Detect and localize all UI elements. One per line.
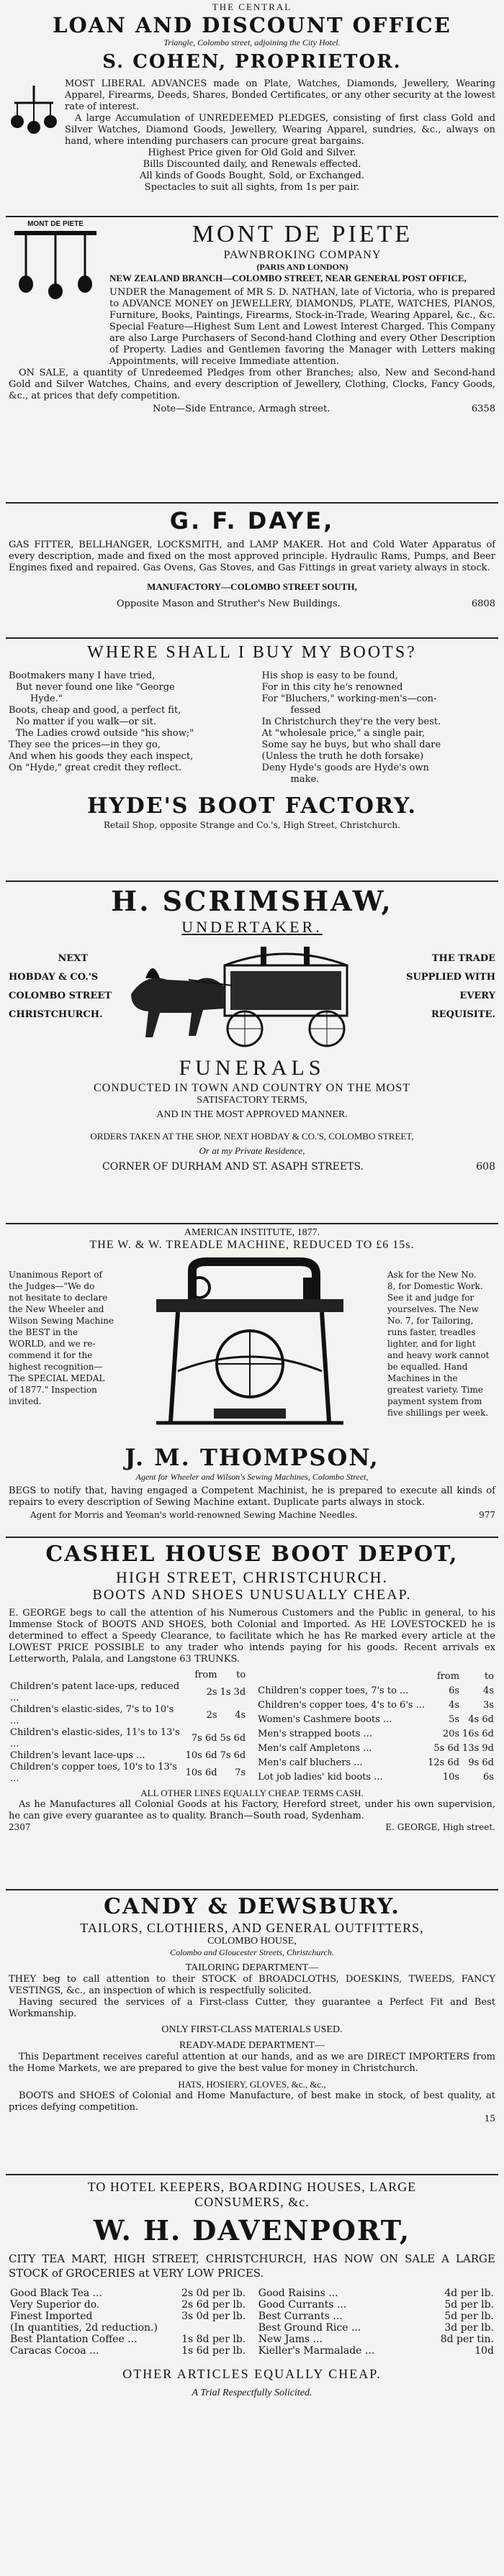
poem-line: For "Bluchers," working-men's—con-: [261, 693, 437, 704]
to-cell: 7s: [235, 1767, 246, 1778]
cashel-para: E. GEORGE begs to call the attention of his Numerous Customers and the Public in general, to his Immense Stock of BOOTS AND SHOES, both Colonial and Imported. As HE LOVESTOCKED he is determined to effect a Speedy Clearance, to facilitate which he has Re marked every article at the LOWEST PRICE POSSIBLE to any trader who intends paying for his goods. Recent arrivals ex Letterworth, Palala, and Langstone 63 TRUNKS.: [9, 1608, 495, 1665]
poem-line: Hyde.": [30, 693, 63, 704]
daye-opposite: Opposite Mason and Struther's New Buildings.: [117, 599, 341, 609]
loan-office-ad: [9, 1, 495, 214]
hearse-illustration-icon: [117, 944, 390, 1052]
table-row: [9, 2334, 247, 2345]
thompson-right-line: and heavy work cannot: [387, 1350, 490, 1360]
thompson-right-line: See it and judge for: [387, 1293, 474, 1303]
item-cell: Kieller's Marmalade ...: [258, 2345, 375, 2357]
davenport-price-table-left: [9, 2288, 247, 2357]
item-cell: Good Black Tea ...: [10, 2288, 103, 2299]
cashel-price-table-right: [256, 1670, 495, 1785]
candy-hats-line: HATS, HOSIERY, GLOVES, &c., &c.,: [178, 2079, 326, 2090]
item-cell: Men's strapped boots ...: [258, 1729, 372, 1739]
poem-line: And when his goods they each inspect,: [9, 751, 194, 762]
poem-line: For in this city he's renowned: [261, 682, 403, 693]
mont-branch: NEW ZEALAND BRANCH—COLOMBO STREET, NEAR GENERAL POST OFFICE,: [109, 273, 467, 283]
loan-proprietor: S. COHEN, PROPRIETOR.: [102, 51, 402, 73]
item-cell: Men's calf bluchers ...: [258, 1757, 363, 1768]
poem-line: make.: [290, 774, 320, 785]
loan-heading-small: THE CENTRAL: [212, 1, 292, 12]
hyde-poem-right: [262, 670, 495, 786]
table-row: [9, 2299, 247, 2311]
cashel-tagline: BOOTS AND SHOES UNUSUALLY CHEAP.: [92, 1587, 412, 1603]
poem-line: At "wholesale price," a single pair,: [261, 728, 426, 739]
loan-heading-main: LOAN AND DISCOUNT OFFICE: [53, 13, 451, 37]
price-cell: 1s 8d per lb.: [181, 2334, 246, 2345]
thompson-left-line: of 1877." Inspection: [9, 1385, 97, 1395]
loan-line-bills: Bills Discounted daily, and Renewals effected.: [143, 159, 361, 170]
from-cell: 10s 6d: [185, 1750, 217, 1761]
thompson-left-line: highest recognition—: [9, 1362, 103, 1372]
candy-only-line: ONLY FIRST-CLASS MATERIALS USED.: [161, 2024, 343, 2035]
scrimshaw-satisfactory: SATISFACTORY TERMS,: [197, 1095, 307, 1106]
poem-line: But never found one like "George: [16, 682, 175, 693]
from-cell: 4s: [449, 1700, 460, 1711]
item-cell: Best Ground Rice ...: [258, 2322, 361, 2334]
cashel-ref: 2307: [9, 1822, 31, 1832]
to-cell: 3s: [483, 1700, 494, 1711]
hyde-poem-left: [9, 670, 242, 786]
to-cell: 6s: [483, 1772, 494, 1783]
scrimshaw-title: H. SCRIMSHAW,: [111, 885, 393, 917]
thompson-right-line: Ask for the New No.: [387, 1270, 477, 1280]
cashel-ad: [9, 1541, 495, 1886]
thompson-para: BEGS to notify that, having engaged a Competent Machinist, he is prepared to execute all kinds of repairs to every description of Sewing Machine extant. Duplicate parts always in stock.: [9, 1485, 495, 1508]
scrimshaw-funerals: FUNERALS: [179, 1056, 325, 1080]
scrimshaw-left-line: COLOMBO STREET: [9, 991, 112, 1001]
price-cell: 1s 6d per lb.: [181, 2345, 246, 2357]
thompson-right-line: be equalled. Hand: [387, 1362, 468, 1372]
table-row: [9, 2288, 247, 2299]
thompson-right-line: No. 7, for Tailoring,: [387, 1316, 474, 1326]
price-cell: 5d per lb.: [444, 2311, 494, 2322]
candy-tailoring-para: THEY beg to call attention to their STOCK of BROADCLOTHS, DOESKINS, TWEEDS, FANCY VESTINGS, &c., an inspection of which is respectfully solicited.: [9, 1974, 495, 1996]
table-row: [257, 2299, 495, 2311]
divider: [6, 1537, 498, 1538]
table-row: [257, 2334, 495, 2345]
poem-line: (Unless the truth he doth forsake): [261, 751, 424, 762]
davenport-heading-2: CONSUMERS, &c.: [194, 2195, 310, 2209]
item-cell: Good Raisins ...: [258, 2288, 338, 2299]
from-cell: 10s 6d: [185, 1767, 217, 1778]
thompson-title: J. M. THOMPSON,: [125, 1444, 379, 1471]
poem-line: On "Hyde," great credit they reflect.: [9, 763, 182, 773]
pawnbroker-balls-icon: [9, 81, 59, 139]
poem-line: No matter if you walk—or sit.: [16, 716, 156, 727]
item-cell: Best Plantation Coffee ...: [10, 2334, 138, 2345]
from-cell: 5s 6d: [433, 1743, 460, 1754]
scrimshaw-ref: 608: [476, 1161, 495, 1173]
mont-note: Note—Side Entrance, Armagh street.: [153, 404, 330, 414]
scrimshaw-left-line: NEXT: [58, 953, 88, 964]
from-cell: 10s: [442, 1772, 460, 1783]
loan-line-goods: All kinds of Goods Bought, Sold, or Exchanged.: [140, 170, 364, 181]
price-cell: 3s 0d per lb.: [181, 2311, 246, 2322]
thompson-right-line: 8, for Domestic Work.: [387, 1281, 483, 1291]
thompson-ad: [9, 1227, 495, 1537]
table-row: [256, 1727, 495, 1742]
thompson-footer: Agent for Morris and Yeoman's world-renowned Sewing Machine Needles.: [30, 1510, 358, 1520]
mont-ref: 6358: [471, 404, 495, 414]
thompson-left-line: Wilson Sewing Machine: [9, 1316, 114, 1326]
cashel-price-table-left: [9, 1670, 247, 1785]
divider: [6, 1223, 498, 1224]
scrimshaw-right-line: EVERY: [459, 991, 495, 1001]
hyde-title: HYDE'S BOOT FACTORY.: [86, 793, 418, 819]
to-cell: 13s 9d: [462, 1743, 494, 1754]
item-cell: Children's elastic-sides, 11's to 13's ...: [10, 1727, 180, 1749]
from-cell: 7s 6d: [191, 1733, 217, 1744]
divider: [6, 880, 498, 882]
item-cell: Very Superior do.: [10, 2299, 100, 2311]
cashel-all-other: ALL OTHER LINES EQUALLY CHEAP. TERMS CASH.: [140, 1788, 364, 1798]
price-cell: 10d: [474, 2345, 494, 2357]
davenport-title: W. H. DAVENPORT,: [93, 2214, 411, 2247]
davenport-intro: CITY TEA MART, HIGH STREET, CHRISTCHURCH, HAS NOW ON SALE A LARGE STOCK of GROCERIES at VERY LOW PRICES.: [9, 2252, 495, 2280]
from-cell: 5s: [449, 1714, 460, 1725]
scrimshaw-orders: ORDERS TAKEN AT THE SHOP, NEXT HOBDAY & CO.'S, COLOMBO STREET,: [90, 1131, 414, 1142]
column-header: to: [484, 1671, 494, 1682]
table-row: [256, 1756, 495, 1770]
thompson-headline: THE W. & W. TREADLE MACHINE, REDUCED TO £6 15s.: [89, 1239, 415, 1251]
price-cell: 3d per lb.: [444, 2322, 494, 2334]
item-cell: Children's levant lace-ups ...: [10, 1750, 145, 1761]
table-row: [9, 1750, 247, 1762]
loan-line-spectacles: Spectacles to suit all sights, from 1s per pair.: [144, 182, 360, 193]
candy-corner: Colombo and Gloucester Streets, Christchurch.: [170, 1947, 334, 1957]
price-cell: 2s 0d per lb.: [181, 2288, 246, 2299]
table-row: [257, 2311, 495, 2322]
from-cell: 12s 6d: [428, 1757, 460, 1768]
table-row: [257, 2288, 495, 2299]
loan-para-2: A large Accumulation of UNREDEEMED PLEDGES, consisting of first class Gold and Silver Watches, Diamond Goods, Jewellery, Wearing Apparel, sundries, &c., always on hand, where intending purchasers can procure great bargains.: [65, 113, 495, 147]
to-cell: 1s 3d: [220, 1687, 246, 1698]
poem-line: Bootmakers many I have tried,: [9, 670, 156, 681]
hyde-heading: WHERE SHALL I BUY MY BOOTS?: [87, 643, 417, 662]
cashel-signature: E. GEORGE, High street.: [385, 1822, 495, 1832]
pawnbroker-balls-icon: [9, 228, 102, 300]
price-cell: 4d per lb.: [444, 2288, 494, 2299]
item-cell: New Jams ...: [258, 2334, 323, 2345]
thompson-left-line: the New Wheeler and: [9, 1304, 104, 1314]
hyde-ad: [9, 642, 495, 879]
mont-para-1: UNDER the Management of MR S. D. NATHAN, late of Victoria, who is prepared to ADVANCE MONEY on JEWELLERY, DIAMONDS, PLATE, WATCHES, PIANOS, Furniture, Books, Paintings, Firearms, Stock-in-Trade, Wearing Apparel, &c., &c. Special Feature—Highest Sum Lent and Lowest Interest Charged. This Company are also Large Purchasers of Second-hand Clothing and every Other Description of Property. Ladies and Gentlemen favoring the Manager with Letters making Appointments, will receive Immediate attention.: [109, 287, 495, 367]
table-row: [9, 1681, 247, 1704]
from-cell: 2s: [206, 1710, 217, 1721]
mont-subtitle-2: (PARIS AND LONDON): [256, 262, 348, 272]
from-cell: 6s: [449, 1685, 460, 1696]
divider: [6, 2174, 498, 2175]
davenport-other: OTHER ARTICLES EQUALLY CHEAP.: [122, 2367, 382, 2381]
poem-line: fessed: [290, 705, 321, 716]
thompson-left-line: commend it for the: [9, 1350, 93, 1360]
table-row: [256, 1742, 495, 1756]
scrimshaw-corner: CORNER OF DURHAM AND ST. ASAPH STREETS.: [102, 1161, 364, 1173]
table-row: [9, 2322, 247, 2334]
scrimshaw-right-line: SUPPLIED WITH: [406, 972, 495, 983]
column-header: from: [436, 1671, 460, 1682]
thompson-left-line: invited.: [9, 1396, 42, 1406]
item-cell: (In quantities, 2d reduction.): [10, 2322, 158, 2334]
table-row: [9, 1704, 247, 1727]
thompson-left-line: WORLD, and we re-: [9, 1339, 96, 1349]
item-cell: Children's copper toes, 10's to 13's ...: [10, 1762, 177, 1784]
table-row: [256, 1684, 495, 1698]
thompson-left-line: Unanimous Report of: [9, 1270, 102, 1280]
to-cell: 4s: [483, 1685, 494, 1696]
item-cell: Good Currants ...: [258, 2299, 347, 2311]
daye-manufactory: MANUFACTORY—COLOMBO STREET SOUTH,: [147, 581, 357, 592]
sewing-machine-illustration-icon: [127, 1256, 372, 1443]
mont-subtitle: PAWNBROKING COMPANY: [223, 249, 382, 261]
candy-ref: 15: [484, 2113, 495, 2124]
hyde-address: Retail Shop, opposite Strange and Co.'s, High Street, Christchurch.: [104, 820, 400, 830]
thompson-right-line: payment system from: [387, 1396, 482, 1406]
item-cell: Children's copper toes, 4's to 6's ...: [258, 1700, 426, 1711]
from-cell: 20s: [442, 1729, 460, 1739]
table-row: [256, 1770, 495, 1785]
scrimshaw-approved: AND IN THE MOST APPROVED MANNER.: [156, 1109, 348, 1120]
item-cell: Men's calf Ampletons ...: [258, 1743, 372, 1754]
poem-line: In Christchurch they're the very best.: [261, 716, 441, 727]
poem-line: Boots, cheap and good, a perfect fit,: [9, 705, 181, 716]
thompson-left-line: the Judges—"We do: [9, 1281, 95, 1291]
table-row: [256, 1713, 495, 1727]
mont-small-label: MONT DE PIETE: [27, 220, 84, 228]
poem-line: They see the prices—in they go,: [9, 739, 161, 750]
cashel-title: CASHEL HOUSE BOOT DEPOT,: [45, 1542, 459, 1567]
thompson-agent: Agent for Wheeler and Wilson's Sewing Machines, Colombo Street,: [135, 1472, 369, 1482]
item-cell: Finest Imported: [10, 2311, 93, 2322]
scrimshaw-left-line: CHRISTCHURCH.: [9, 1009, 103, 1020]
price-cell: 2s 6d per lb.: [181, 2299, 246, 2311]
item-cell: Best Currants ...: [258, 2311, 343, 2322]
to-cell: 9s 6d: [468, 1757, 494, 1768]
item-cell: Children's patent lace-ups, reduced ...: [10, 1681, 180, 1703]
column-header: to: [236, 1670, 246, 1680]
thompson-right-line: runs faster, treadles: [387, 1327, 476, 1337]
scrimshaw-left-line: HOBDAY & CO.'S: [9, 972, 99, 983]
daye-title: G. F. DAYE,: [169, 507, 335, 534]
scrimshaw-subtitle: UNDERTAKER.: [181, 918, 323, 936]
thompson-right-line: five shillings per week.: [387, 1408, 489, 1418]
poem-line: Deny Hyde's goods are Hyde's own: [261, 763, 429, 773]
to-cell: 5s 6d: [220, 1733, 246, 1744]
item-cell: Caracas Cocoa ...: [10, 2345, 99, 2357]
divider: [6, 637, 498, 639]
candy-tailoring-heading: TAILORING DEPARTMENT—: [185, 1962, 319, 1973]
loan-address: Triangle, Colombo street, adjoining the City Hotel.: [163, 37, 341, 47]
table-row: [9, 1762, 247, 1785]
scrimshaw-conducted: CONDUCTED IN TOWN AND COUNTRY ON THE MOST: [94, 1082, 410, 1094]
davenport-price-table-right: [257, 2288, 495, 2357]
thompson-left-line: The SPECIAL MEDAL: [9, 1373, 105, 1383]
item-cell: Children's elastic-sides, 7's to 10's ...: [10, 1704, 174, 1726]
price-cell: [174, 2322, 247, 2334]
poem-line: His shop is easy to be found,: [261, 670, 398, 681]
scrimshaw-right-line: REQUISITE.: [431, 1009, 495, 1020]
to-cell: 4s 6d: [468, 1714, 494, 1725]
table-row: [9, 2345, 247, 2357]
mont-title: MONT DE PIETE: [192, 221, 413, 247]
loan-para-1: MOST LIBERAL ADVANCES made on Plate, Watches, Diamonds, Jewellery, Wearing Apparel, Firearms, Deeds, Shares, Bonded Certificates, or any other security at the lowest rate of interest.: [65, 78, 495, 112]
to-cell: 4s: [235, 1710, 246, 1721]
thompson-left-line: not hesitate to declare: [9, 1293, 108, 1303]
scrimshaw-right-line: THE TRADE: [431, 953, 495, 964]
mont-de-piete-ad: [9, 220, 495, 501]
thompson-right-line: lighter, and for light: [387, 1339, 476, 1349]
candy-house: COLOMBO HOUSE,: [207, 1936, 297, 1947]
table-row: [9, 2311, 247, 2322]
cashel-street: HIGH STREET, CHRISTCHURCH.: [116, 1568, 388, 1586]
to-cell: 16s 6d: [462, 1729, 494, 1739]
daye-ref: 6808: [471, 599, 495, 609]
thompson-right-line: yourselves. The New: [387, 1304, 479, 1314]
thompson-ref: 977: [479, 1510, 495, 1520]
davenport-trial: A Trial Respectfully Solicited.: [192, 2388, 312, 2398]
item-cell: Women's Cashmere boots ...: [258, 1714, 392, 1725]
thompson-right-line: Machines in the: [387, 1373, 458, 1383]
from-cell: 2s: [206, 1687, 217, 1698]
scrimshaw-private: Or at my Private Residence,: [199, 1145, 305, 1156]
loan-line-gold: Highest Price given for Old Gold and Silver.: [148, 147, 356, 158]
column-header: from: [194, 1670, 217, 1680]
table-header-row: [256, 1670, 495, 1684]
divider: [6, 502, 498, 504]
item-cell: Lot job ladies' kid boots ...: [258, 1772, 383, 1783]
item-cell: Children's copper toes, 7's to ...: [258, 1685, 409, 1696]
price-cell: 8d per tin.: [440, 2334, 494, 2345]
daye-para: GAS FITTER, BELLHANGER, LOCKSMITH, and LAMP MAKER. Hot and Cold Water Apparatus of every description, made and fixed on the most approved principle. Hydraulic Rams, Pumps, and Beer Engines fixed and repaired. Gas Ovens, Gas Stoves, and Gas Fittings in great variety always in stock.: [9, 540, 495, 573]
table-row: [256, 1698, 495, 1713]
candy-readymade-heading: READY-MADE DEPARTMENT—: [179, 2040, 325, 2051]
candy-cutter-para: Having secured the services of a First-class Cutter, they guarantee a Perfect Fit and Best Workmanship.: [9, 1997, 495, 2019]
thompson-left-line: the BEST in the: [9, 1327, 78, 1337]
to-cell: 7s 6d: [220, 1750, 246, 1761]
table-row: [257, 2345, 495, 2357]
table-row: [257, 2322, 495, 2334]
poem-line: Some say he buys, but who shall dare: [261, 739, 441, 750]
thompson-right-line: greatest variety. Time: [387, 1385, 483, 1395]
price-cell: 5d per lb.: [444, 2299, 494, 2311]
daye-ad: [9, 506, 495, 636]
table-header-row: [9, 1670, 247, 1681]
poem-line: The Ladies crowd outside "his show;": [16, 728, 194, 739]
candy-boots-para: BOOTS and SHOES of Colonial and Home Manufacture, of best make in stock, of best quality, at prices defying competition.: [9, 2090, 495, 2113]
davenport-ad: [9, 2180, 495, 2574]
candy-title: CANDY & DEWSBURY.: [104, 1894, 400, 1919]
davenport-heading-1: TO HOTEL KEEPERS, BOARDING HOUSES, LARGE: [87, 2180, 417, 2194]
mont-para-2: ON SALE, a quantity of Unredeemed Pledges from other Branches; also, New and Second-hand Gold and Silver Watches, Chains, and every description of Jewellery, Clothing, Clocks, Fancy Goods, &c., at prices that defy competition.: [9, 368, 495, 401]
cashel-closing: As he Manufactures all Colonial Goods at his Factory, Hereford street, under his own supervision, he can give every guarantee as to quality. Branch—South road, Sydenham.: [9, 1799, 495, 1821]
candy-readymade-para: This Department receives careful attention at our hands, and as we are DIRECT IMPORTERS from the Home Markets, we are prepared to give the best value for money in Christchurch.: [9, 2052, 495, 2074]
candy-subtitle: TAILORS, CLOTHIERS, AND GENERAL OUTFITTERS,: [80, 1921, 424, 1935]
table-row: [9, 1727, 247, 1750]
divider: [6, 216, 498, 217]
scrimshaw-ad: [9, 885, 495, 1223]
divider: [6, 1889, 498, 1890]
thompson-institute: AMERICAN INSTITUTE, 1877.: [184, 1227, 320, 1238]
